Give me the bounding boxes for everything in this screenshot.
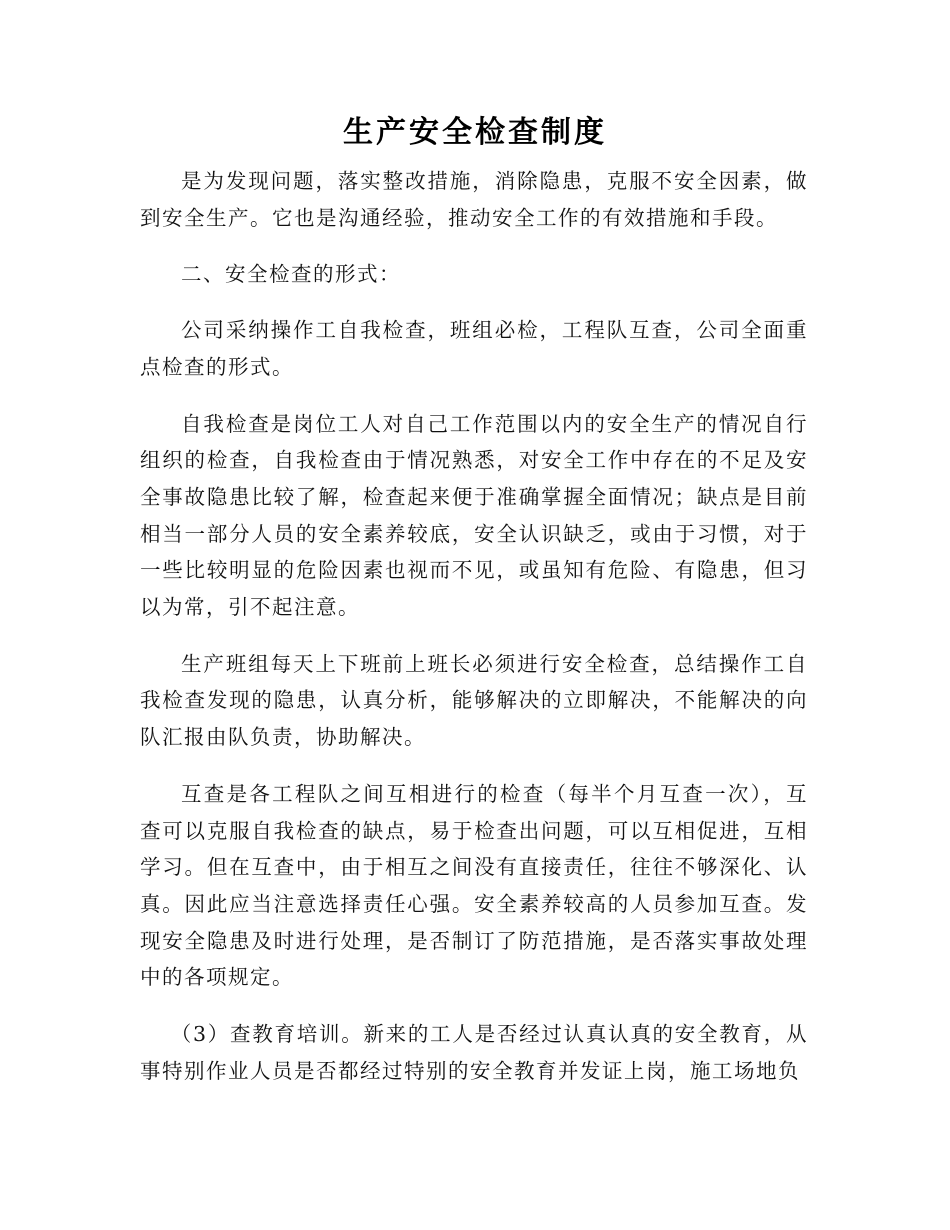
paragraph-inspection-forms: 公司采纳操作工自我检查，班组必检，工程队互查，公司全面重点检查的形式。: [140, 318, 808, 379]
document-body: [140, 163, 808, 1109]
paragraph-mutual-inspection: 互查是各工程队之间互相进行的检查（每半个月互查一次），互查可以克服自我检查的缺点，易于检查出问题，可以互相促进，互相学习。但在互查中，由于相互之间没有直接责任，往往不够深化、认真。因此应当注意选择责任心强。安全素养较高的人员参加互查。发现安全隐患及时进行处理，是否制订了防范措施，是否落实事故处理中的各项规定。: [140, 781, 808, 990]
section-heading-inspection-forms: 二、安全检查的形式：: [181, 262, 401, 287]
paragraph-purpose: 是为发现问题，落实整改措施，消除隐患，克服不安全因素，做到安全生产。它也是沟通经验，推动安全工作的有效措施和手段。: [140, 169, 808, 230]
document-title: 生产安全检查制度: [343, 115, 607, 150]
paragraph-education-training: （3）查教育培训。新来的工人是否经过认真认真的安全教育，从事特别作业人员是否都经过特别的安全教育并发证上岗，施工场地负: [140, 1022, 808, 1083]
paragraph-self-inspection: 自我检查是岗位工人对自己工作范围以内的安全生产的情况自行组织的检查，自我检查由于情况熟悉，对安全工作中存在的不足及安全事故隐患比较了解，检查起来便于准确掌握全面情况；缺点是目前相当一部分人员的安全素养较底，安全认识缺乏，或由于习惯，对于一些比较明显的危险因素也视而不见，或虽知有危险、有隐患，但习以为常，引不起注意。: [140, 411, 808, 620]
paragraph-team-inspection: 生产班组每天上下班前上班长必须进行安全检查，总结操作工自我检查发现的隐患，认真分析，能够解决的立即解决，不能解决的向队汇报由队负责，协助解决。: [140, 651, 808, 750]
